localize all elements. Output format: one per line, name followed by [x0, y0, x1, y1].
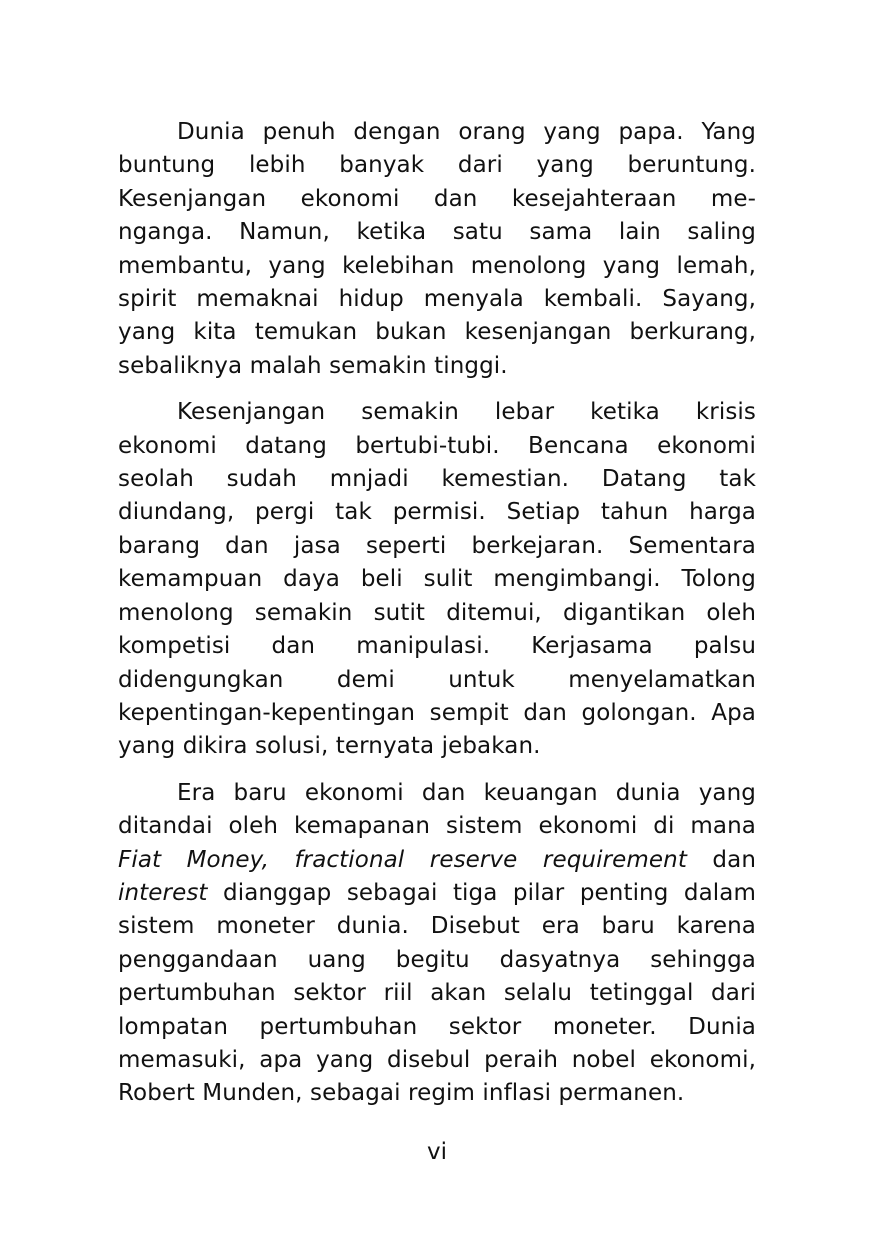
text-line: Kesenjangan ekonomi dan kesejahteraan me- [118, 185, 756, 212]
text-line: yang dikira solusi, ternyata jebakan. [118, 733, 541, 760]
text-line: yang kita temukan bukan kesenjangan berkurang, [118, 319, 756, 346]
italic-term: Fiat Money, fractional reserve requirement [118, 846, 687, 873]
text-line: seolah sudah mnjadi kemestian. Datang tak [118, 466, 756, 493]
text-line: sistem moneter dunia. Disebut era baru karena [118, 913, 756, 940]
page-body [118, 116, 756, 1124]
text-line: diundang, pergi tak permisi. Setiap tahun harga [118, 499, 756, 526]
paragraph-2 [118, 396, 756, 763]
text-line: spirit memaknai hidup menyala kembali. Sayang, [118, 286, 756, 313]
text-line: Kesenjangan semakin lebar ketika krisis [177, 399, 756, 426]
text-line: Era baru ekonomi dan keuangan dunia yang [177, 779, 756, 806]
text-line: Dunia penuh dengan orang yang papa. Yang [177, 119, 756, 145]
paragraph-1 [118, 116, 756, 383]
text-line: sebaliknya malah semakin tinggi. [118, 352, 508, 379]
italic-term: interest [118, 879, 208, 906]
text-line: memasuki, apa yang disebul peraih nobel ekonomi, [118, 1046, 756, 1073]
text-line-mixed [118, 877, 756, 910]
text-line: kompetisi dan manipulasi. Kerjasama palsu [118, 633, 756, 660]
text-line: penggandaan uang begitu dasyatnya sehingga [118, 946, 756, 973]
text-line: buntung lebih banyak dari yang beruntung. [118, 152, 756, 179]
text-line: menolong semakin sutit ditemui, digantikan oleh [118, 599, 756, 626]
paragraph-3 [118, 777, 756, 1111]
text-line: membantu, yang kelebihan menolong yang lemah, [118, 252, 756, 279]
text-run: dan [686, 846, 757, 873]
text-line: nganga. Namun, ketika satu sama lain saling [118, 219, 756, 246]
text-line: barang dan jasa seperti berkejaran. Sementara [118, 532, 756, 559]
text-line: Robert Munden, sebagai regim inflasi permanen. [118, 1080, 685, 1107]
text-line: didengungkan demi untuk menyelamatkan [118, 666, 756, 693]
text-line-mixed [118, 844, 756, 877]
text-line: lompatan pertumbuhan sektor moneter. Dunia [118, 1013, 756, 1040]
text-line: kepentingan-kepentingan sempit dan golongan. Apa [118, 699, 756, 726]
text-line: ekonomi datang bertubi-tubi. Bencana ekonomi [118, 432, 756, 459]
text-run: dianggap sebagai tiga pilar penting dalam [207, 879, 756, 906]
text-line: kemampuan daya beli sulit mengimbangi. Tolong [118, 566, 756, 593]
text-line: ditandai oleh kemapanan sistem ekonomi di mana [118, 813, 756, 840]
text-line: pertumbuhan sektor riil akan selalu tetinggal dari [118, 980, 756, 1007]
page-number: vi [426, 1139, 447, 1165]
